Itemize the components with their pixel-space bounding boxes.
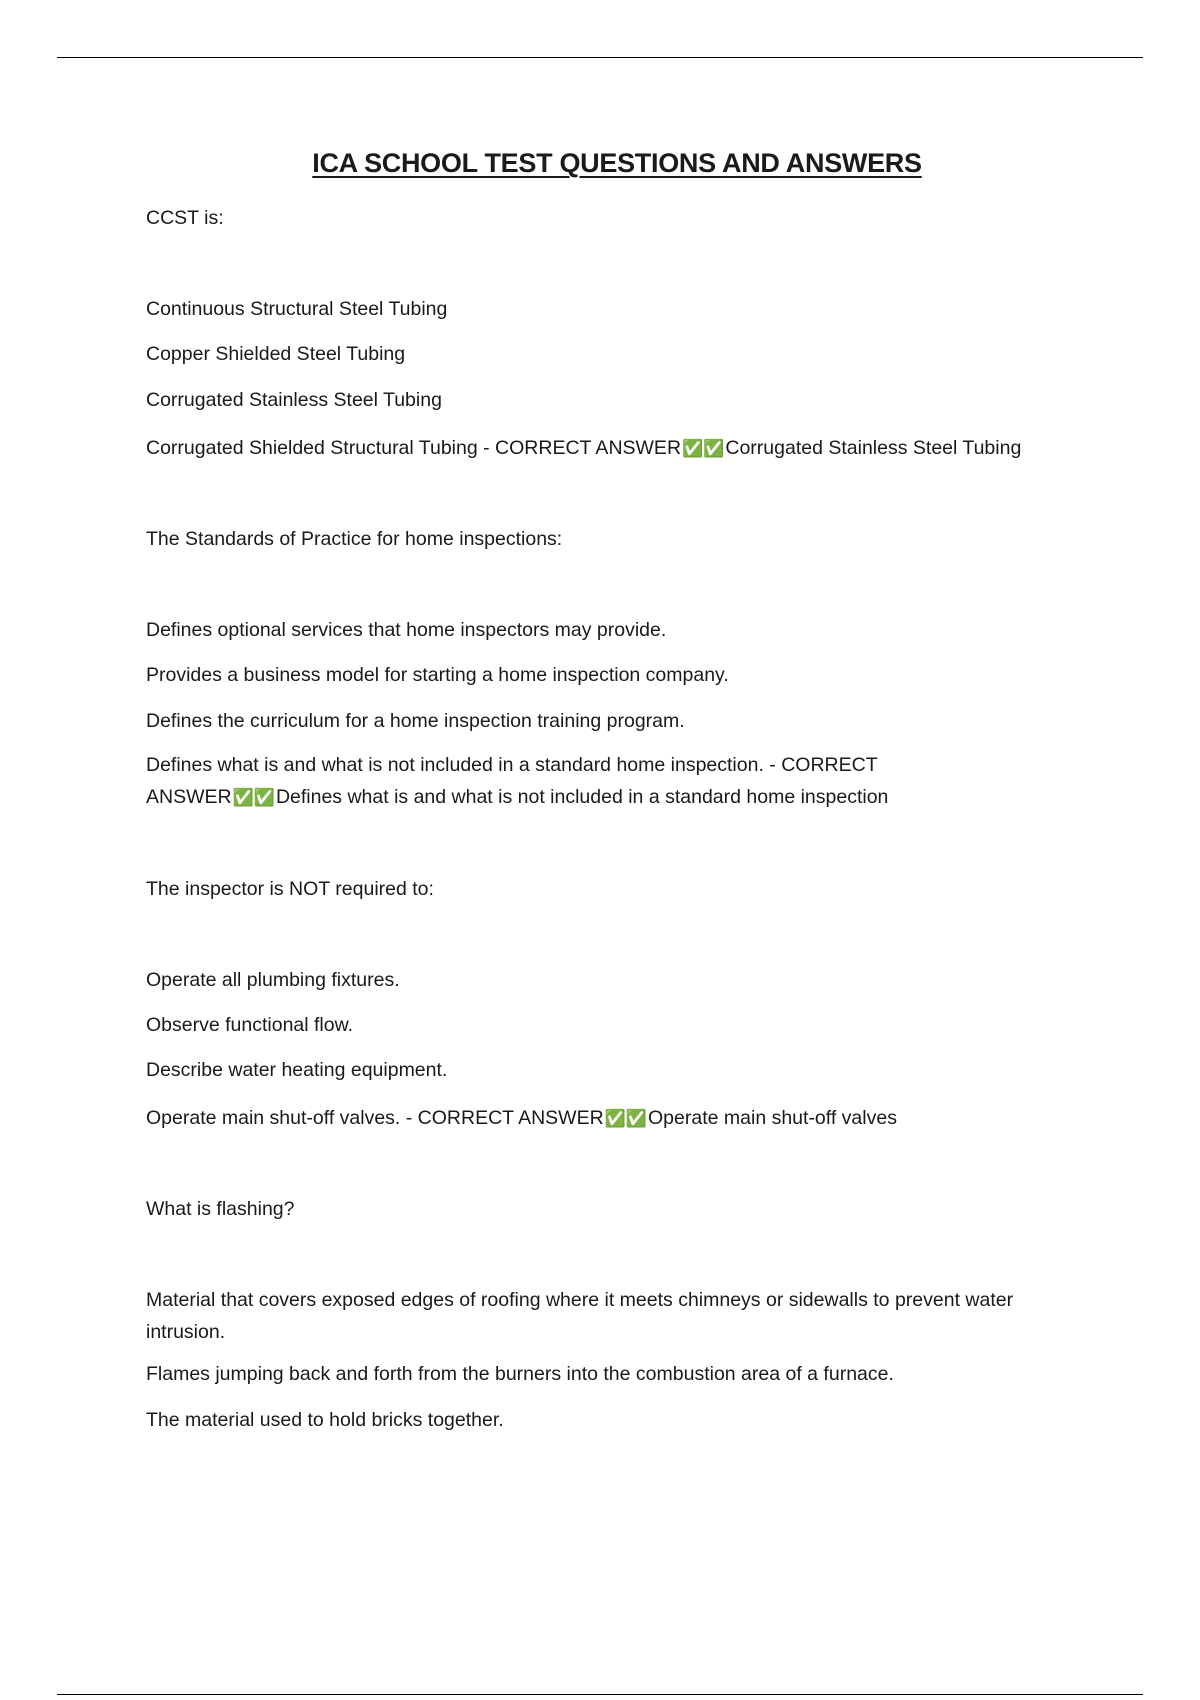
question-3-option-4 [146,1102,897,1135]
question-1-option-1: Continuous Structural Steel Tubing [146,298,448,320]
option-text: Defines what is and what is not included in a standard home inspection. - CORRECT ANSWER [146,754,878,808]
question-3-option-1: Operate all plumbing fixtures. [146,969,400,991]
double-check-icon: ✅✅ [682,439,725,458]
question-4-option-2: Flames jumping back and forth from the burners into the combustion area of a furnace. [146,1363,894,1385]
answer-text: Defines what is and what is not included in a standard home inspection [275,786,889,808]
question-3-option-3: Describe water heating equipment. [146,1059,448,1081]
option-text: Operate main shut-off valves. - CORRECT ANSWER [146,1107,604,1129]
question-4-prompt: What is flashing? [146,1198,295,1220]
question-4-option-1: Material that covers exposed edges of roofing where it meets chimneys or sidewalls to prevent water intrusion. [146,1289,1014,1343]
document-title: ICA SCHOOL TEST QUESTIONS AND ANSWERS [312,148,922,178]
bottom-rule [57,1694,1143,1695]
question-1-option-3: Corrugated Stainless Steel Tubing [146,389,442,411]
option-text: Corrugated Shielded Structural Tubing - CORRECT ANSWER [146,437,682,459]
answer-text: Corrugated Stainless Steel Tubing [725,437,1022,459]
double-check-icon: ✅✅ [232,788,275,807]
double-check-icon: ✅✅ [604,1109,648,1128]
question-1-prompt: CCST is: [146,207,224,229]
question-2-option-1: Defines optional services that home inspectors may provide. [146,619,667,641]
question-2-option-2: Provides a business model for starting a home inspection company. [146,664,729,686]
answer-text: Operate main shut-off valves [648,1107,897,1129]
question-3-option-2: Observe functional flow. [146,1014,354,1036]
question-1-option-2: Copper Shielded Steel Tubing [146,343,406,365]
question-2-option-3: Defines the curriculum for a home inspection training program. [146,710,685,732]
top-rule [57,57,1143,58]
question-2-prompt: The Standards of Practice for home inspections: [146,528,563,550]
question-2-option-4 [146,749,906,814]
question-1-option-4 [146,432,1021,465]
question-3-prompt: The inspector is NOT required to: [146,878,434,900]
question-4-option-3: The material used to hold bricks together. [146,1409,504,1431]
